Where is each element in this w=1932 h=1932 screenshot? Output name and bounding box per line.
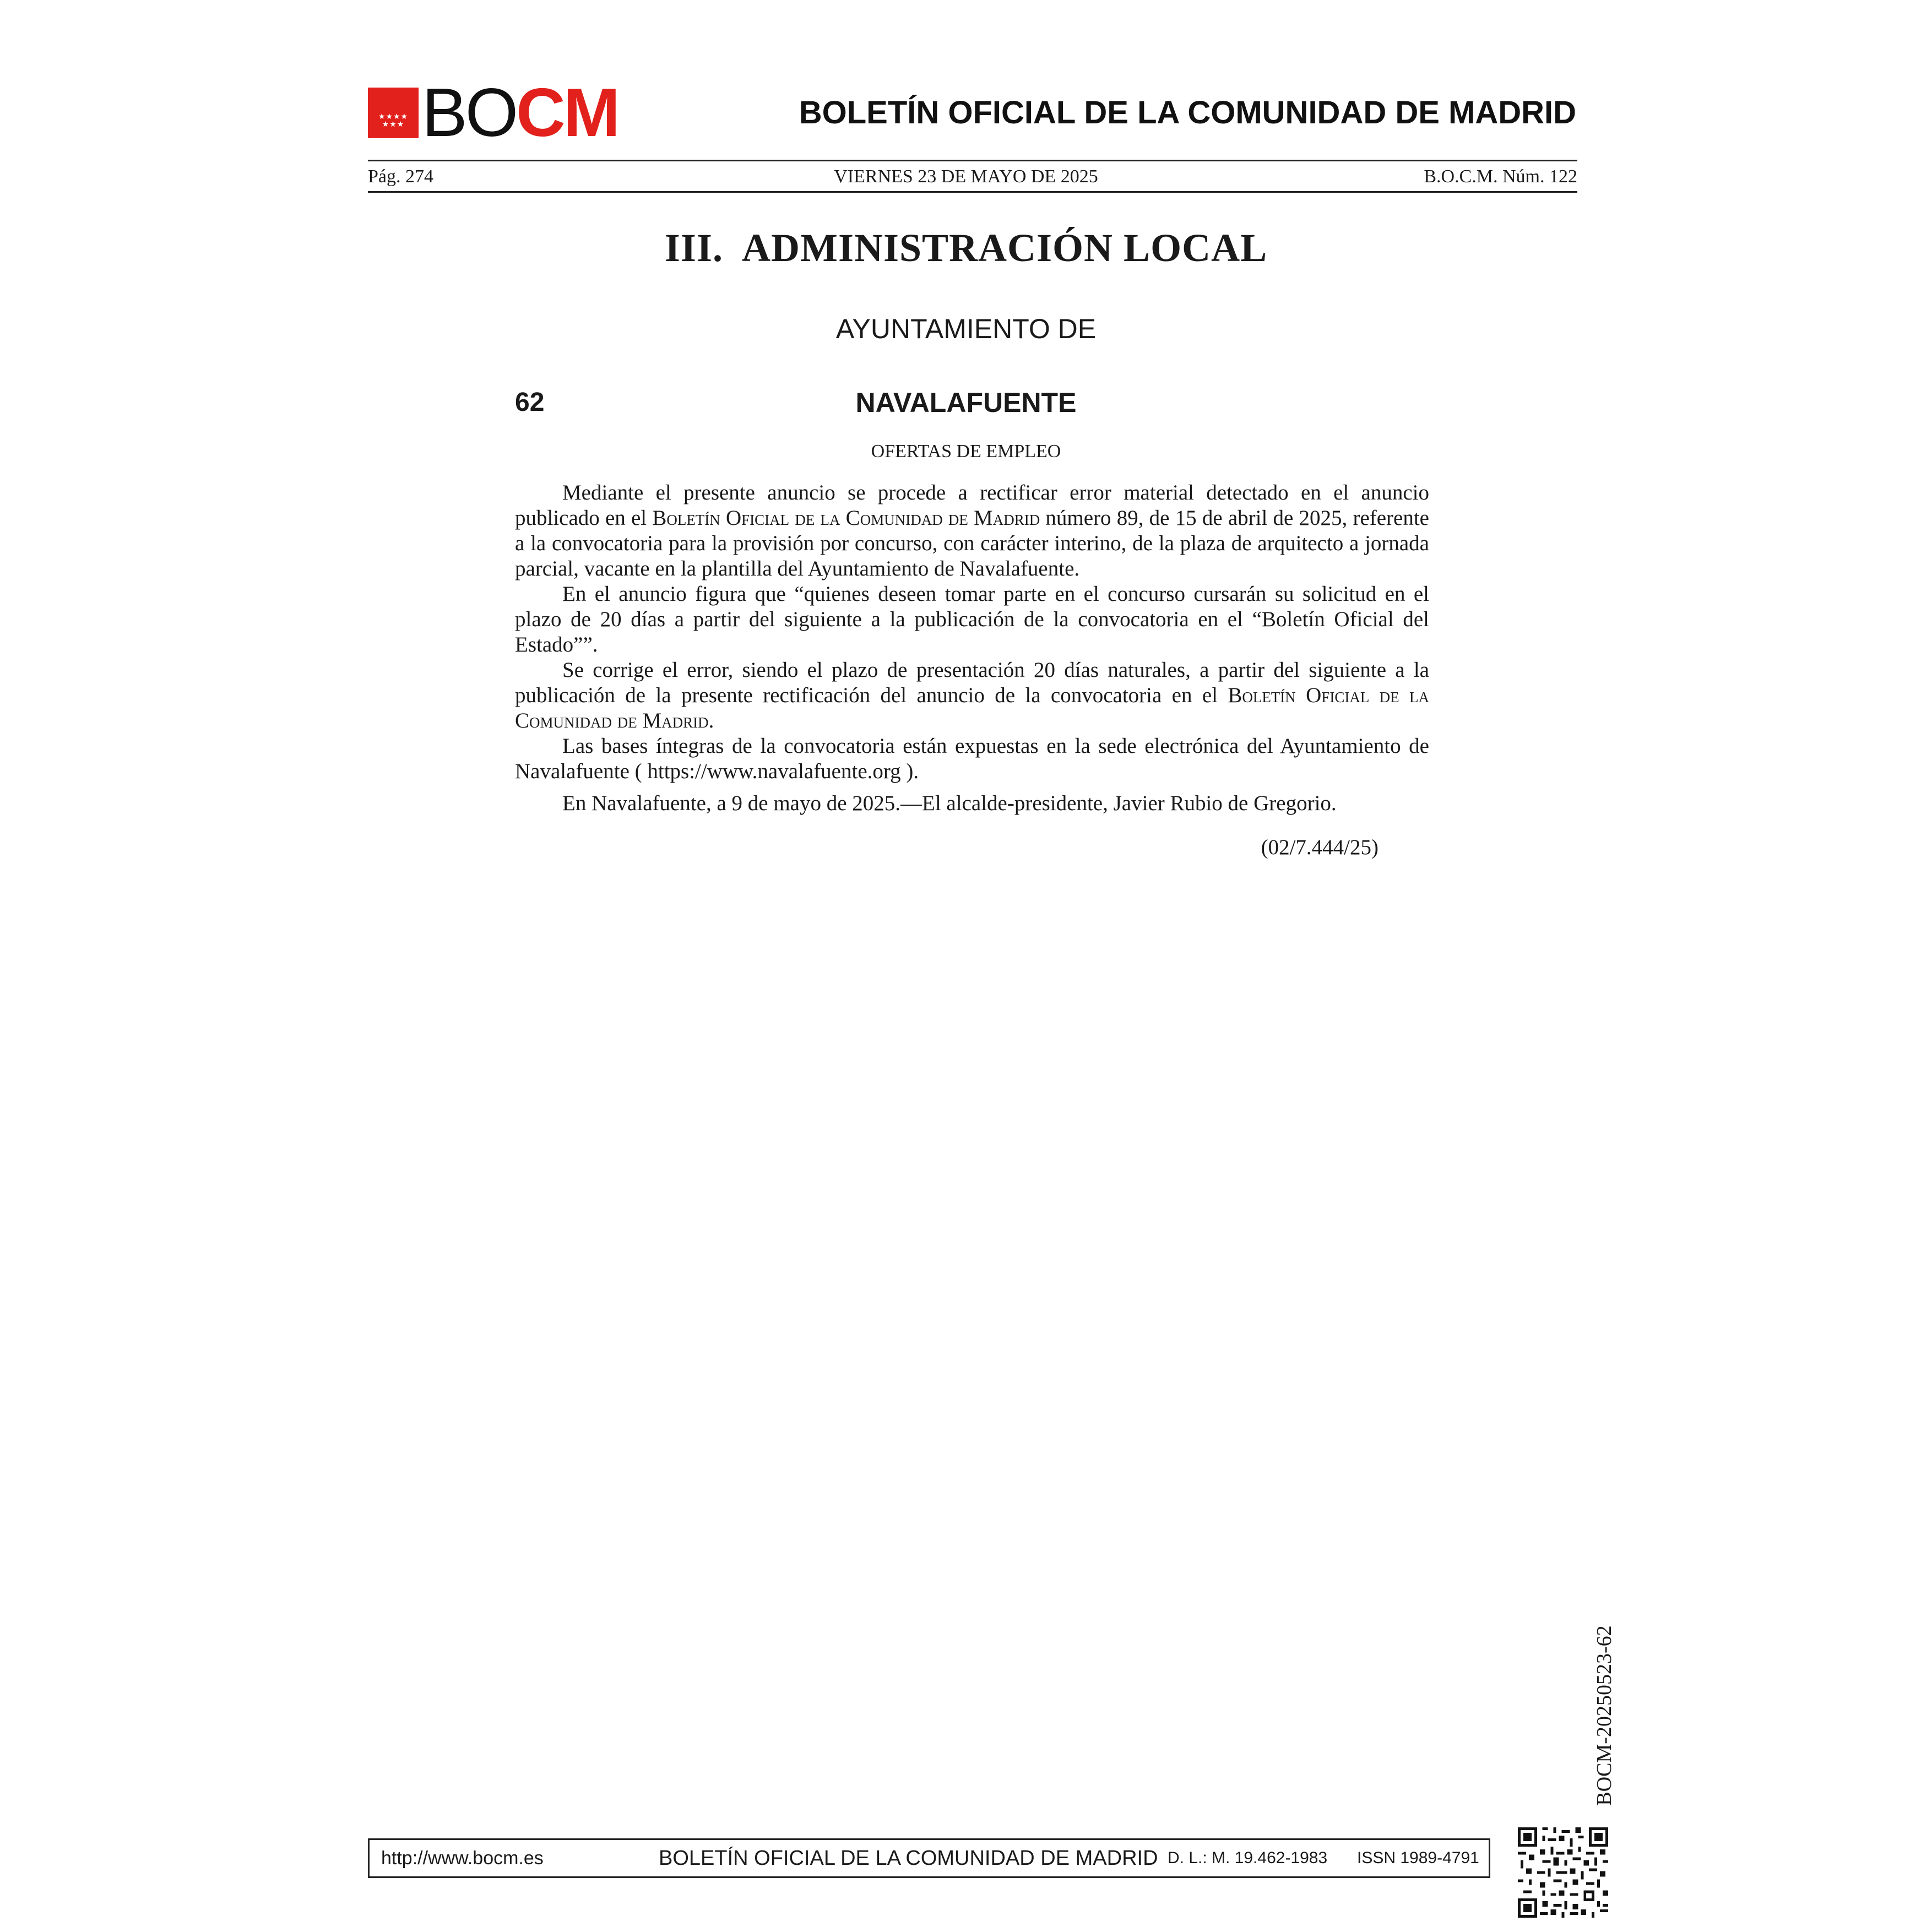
announcement-subject: OFERTAS DE EMPLEO (871, 441, 1061, 462)
logo-wordmark (422, 75, 618, 151)
body-paragraph-2: En el anuncio figura que “quienes deseen tomar parte en el concurso cursarán su solicitud en el plazo de 20 días a partir del siguiente a la publicación de la convocatoria en el “Boletín Oficial del Estado””. (515, 582, 1429, 656)
section-title: III. ADMINISTRACIÓN LOCAL (664, 226, 1268, 270)
issue-number: B.O.C.M. Núm. 122 (1424, 166, 1577, 187)
bocm-logo (368, 75, 618, 151)
announcement-reference: (02/7.444/25) (1261, 835, 1379, 859)
body-paragraph-1 (515, 480, 1429, 582)
verification-code-text: BOCM-20250523-62 (1593, 1625, 1616, 1806)
logo-cm: CM (516, 75, 618, 151)
footer-legal-deposit: D. L.: M. 19.462-1983 (1168, 1849, 1328, 1867)
body-paragraph-3 (515, 658, 1429, 734)
p1-bulletin-name: Boletín Oficial de la Comunidad de Madrid (652, 506, 1040, 530)
page-number: Pág. 274 (368, 166, 433, 187)
signature-line: En Navalafuente, a 9 de mayo de 2025.—El alcalde-presidente, Javier Rubio de Gregorio. (562, 791, 1337, 815)
verification-code (1591, 1611, 1618, 1820)
municipality-name: NAVALAFUENTE (855, 387, 1077, 418)
header-rule-top (368, 160, 1577, 161)
ayuntamiento-label: AYUNTAMIENTO DE (835, 313, 1097, 344)
header-rule-bottom (368, 191, 1577, 193)
logo-bo: BO (422, 75, 517, 151)
footer-issn: ISSN 1989-4791 (1357, 1849, 1479, 1867)
footer-url-link[interactable]: http://www.bocm.es (381, 1848, 544, 1869)
entry-number: 62 (515, 388, 545, 417)
p3-text-b: . (708, 709, 714, 732)
issue-date: VIERNES 23 DE MAYO DE 2025 (834, 166, 1098, 187)
body-paragraph-4: Las bases íntegras de la convocatoria están expuestas en la sede electrónica del Ayuntamiento de Navalafuente ( https://www.navalafuente.org ). (515, 734, 1429, 783)
madrid-flag-icon (368, 88, 419, 138)
p3-text-a: Se corrige el error, siendo el plazo de presentación 20 días naturales, a partir del siguiente a la publicación de la presente rectificación del anuncio de la convocatoria en el (515, 658, 1429, 707)
flag-stars: ★★★★ ★★★ (378, 112, 409, 129)
p3-bulletin-name: Boletín Oficial de la Comunidad de Madrid (515, 683, 1429, 732)
masthead-title: BOLETÍN OFICIAL DE LA COMUNIDAD DE MADRID (799, 95, 1576, 131)
footer-bulletin-name: BOLETÍN OFICIAL DE LA COMUNIDAD DE MADRID (659, 1847, 1158, 1870)
announcement-body (515, 480, 1429, 816)
p1-text-b: número 89, de 15 de abril de 2025, referente a la convocatoria para la provisión por concurso, con carácter interino, de la plaza de arquitecto a jornada parcial, vacante en la plantilla del Ayuntamiento de Navalafuente. (515, 506, 1429, 580)
qr-code-icon (1518, 1827, 1608, 1918)
p1-text-a: Mediante el presente anuncio se procede a rectificar error material detectado en el anuncio publicado en el (515, 481, 1429, 530)
